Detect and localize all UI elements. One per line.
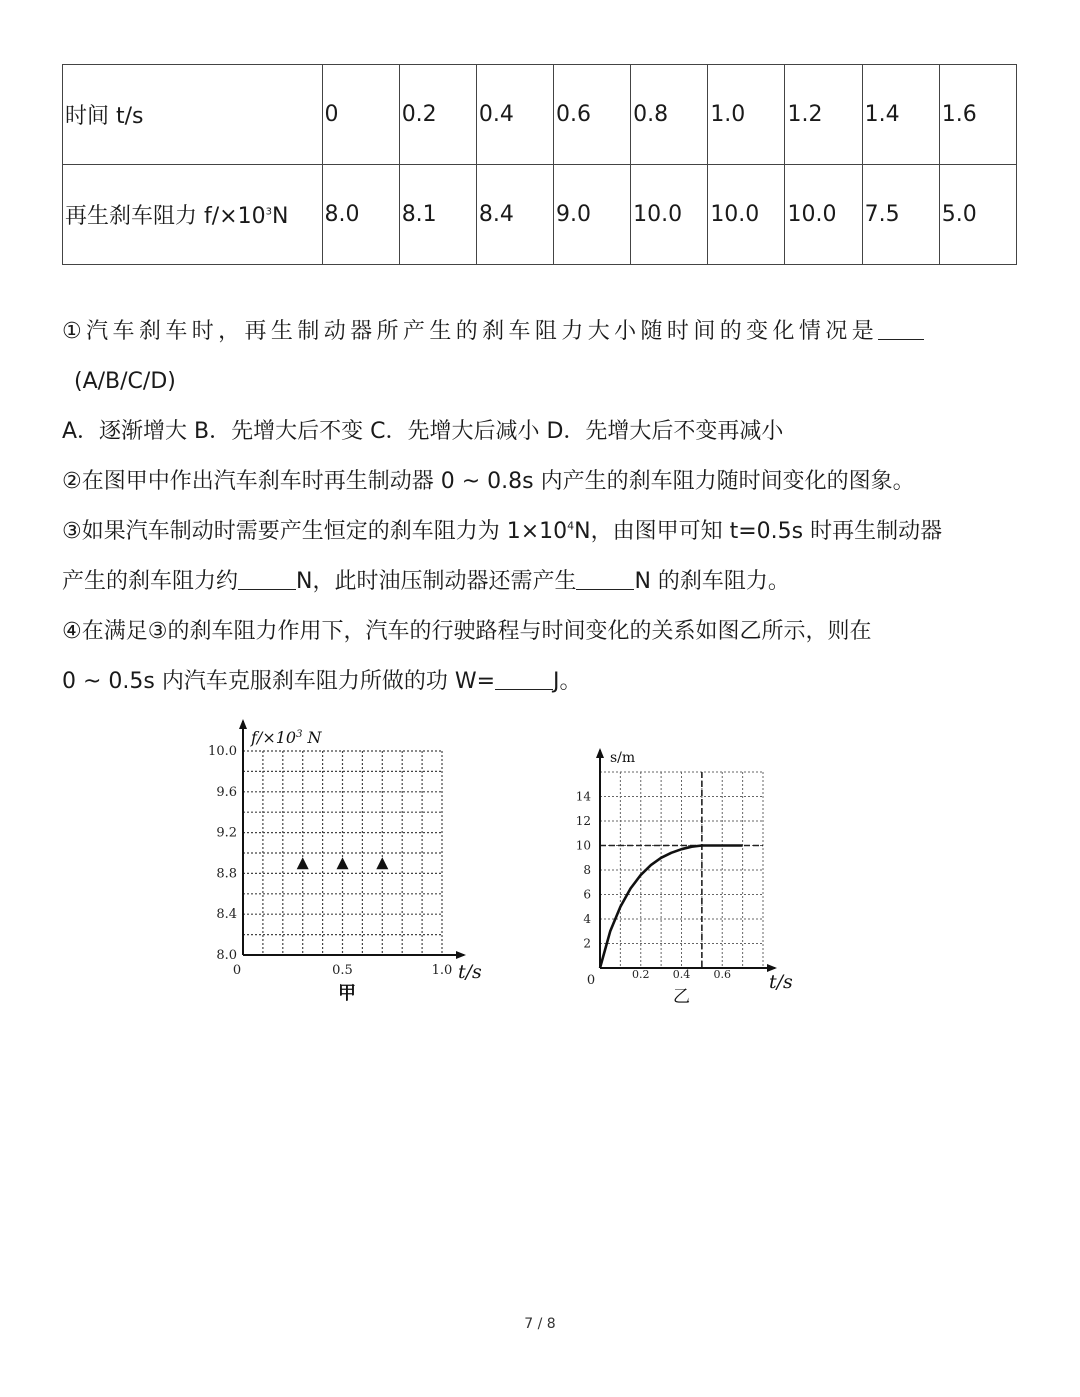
force-label-prefix: 再生刹车阻力 f/×10 bbox=[65, 204, 266, 229]
force-label-suffix: N bbox=[271, 204, 289, 229]
question-1-options: A．逐渐增大 B．先增大后不变 C．先增大后减小 D．先增大后不变再减小 bbox=[62, 419, 784, 444]
question-4-text-b: J。 bbox=[553, 669, 582, 694]
y-tick-label: 8.8 bbox=[216, 866, 237, 882]
y-tick-label: 4 bbox=[583, 912, 591, 926]
time-cell: 1.0 bbox=[708, 65, 785, 165]
force-cell: 7.5 bbox=[862, 165, 939, 265]
question-4-line-2 bbox=[62, 667, 582, 697]
x-tick-label: 0.6 bbox=[713, 968, 731, 981]
chart-caption: 甲 bbox=[338, 983, 356, 1004]
force-cell: 8.4 bbox=[476, 165, 553, 265]
question-4-text-a: 0 ~ 0.5s 内汽车克服刹车阻力所做的功 W= bbox=[62, 669, 496, 694]
y-tick-label: 8.0 bbox=[216, 948, 237, 963]
y-tick-label: 9.2 bbox=[216, 825, 237, 841]
y-axis-arrow bbox=[239, 719, 247, 729]
force-cell: 8.1 bbox=[399, 165, 476, 265]
force-cell: 8.0 bbox=[322, 165, 399, 265]
force-row-label bbox=[63, 165, 323, 265]
answer-blank-4 bbox=[495, 669, 553, 690]
y-tick-label: 8 bbox=[583, 863, 591, 877]
page-number: 7 / 8 bbox=[524, 1316, 556, 1332]
answer-blank-3 bbox=[576, 569, 634, 590]
question-3-text-d: N，此时油压制动器还需产生 bbox=[296, 569, 577, 594]
question-3-text-c: 产生的刹车阻力约 bbox=[62, 569, 239, 594]
x-tick-label: 1.0 bbox=[431, 963, 453, 978]
question-1 bbox=[62, 317, 924, 347]
time-cell: 0 bbox=[322, 65, 399, 165]
y-tick-label: 12 bbox=[575, 814, 591, 828]
force-cell: 10.0 bbox=[785, 165, 862, 265]
question-3-text-b: N，由图甲可知 t=0.5s 时再生制动器 bbox=[574, 519, 943, 544]
distance-time-chart bbox=[570, 730, 800, 1030]
time-cell: 0.8 bbox=[631, 65, 708, 165]
time-cell: 0.6 bbox=[554, 65, 631, 165]
question-3-text-e: N 的刹车阻力。 bbox=[634, 569, 790, 594]
y-tick-label: 10.0 bbox=[208, 744, 237, 759]
time-cell: 1.2 bbox=[785, 65, 862, 165]
force-cell: 10.0 bbox=[631, 165, 708, 265]
y-tick-label: 10 bbox=[575, 838, 591, 853]
time-cell: 1.4 bbox=[862, 65, 939, 165]
force-time-chart bbox=[195, 715, 515, 1015]
triangle-marker bbox=[337, 857, 349, 869]
question-1-text: ①汽车刹车时，再生制动器所产生的刹车阻力大小随时间的变化情况是 bbox=[62, 319, 879, 344]
distance-curve bbox=[600, 846, 743, 969]
y-tick-label: 6 bbox=[583, 887, 591, 902]
question-3-line-1 bbox=[62, 517, 942, 547]
question-4-line-1: ④在满足③的刹车阻力作用下，汽车的行驶路程与时间变化的关系如图乙所示，则在 bbox=[62, 619, 872, 644]
y-axis-label: s/m bbox=[610, 750, 636, 766]
force-label-exp: 3 bbox=[265, 206, 272, 218]
x-tick-label: 0.5 bbox=[332, 963, 353, 978]
y-axis-arrow bbox=[596, 748, 604, 758]
origin-label: 0 bbox=[232, 963, 242, 978]
x-axis-arrow bbox=[456, 951, 466, 959]
y-tick-label: 14 bbox=[575, 789, 591, 804]
question-3-exp: 4 bbox=[567, 519, 575, 533]
x-tick-label: 0.2 bbox=[632, 968, 650, 981]
chart-caption: 乙 bbox=[673, 987, 690, 1007]
y-tick-label: 8.4 bbox=[216, 907, 237, 923]
question-3-line-2 bbox=[62, 567, 790, 597]
x-tick-label: 0.4 bbox=[672, 968, 691, 981]
answer-blank-1 bbox=[878, 319, 924, 340]
time-cell: 1.6 bbox=[939, 65, 1016, 165]
force-cell: 5.0 bbox=[939, 165, 1016, 265]
y-axis-label: $f/\times 10^3$ N bbox=[251, 728, 322, 747]
time-cell: 0.4 bbox=[476, 65, 553, 165]
force-row bbox=[63, 165, 1017, 265]
question-1-hint: (A/B/C/D) bbox=[74, 369, 176, 394]
data-table bbox=[62, 64, 1017, 265]
y-tick-label: 2 bbox=[583, 936, 591, 951]
origin-label: 0 bbox=[586, 973, 596, 988]
time-row bbox=[63, 65, 1017, 165]
force-cell: 10.0 bbox=[708, 165, 785, 265]
answer-blank-2 bbox=[238, 569, 296, 590]
question-3-text-a: ③如果汽车制动时需要产生恒定的刹车阻力为 1×10 bbox=[62, 519, 568, 544]
question-2: ②在图甲中作出汽车刹车时再生制动器 0 ~ 0.8s 内产生的刹车阻力随时间变化的图象。 bbox=[62, 469, 915, 494]
y-tick-label: 9.6 bbox=[216, 784, 237, 800]
x-axis-label: t/s bbox=[769, 971, 793, 993]
triangle-marker bbox=[297, 857, 309, 869]
time-cell: 0.2 bbox=[399, 65, 476, 165]
x-axis-label: t/s bbox=[458, 961, 482, 983]
time-row-label: 时间 t/s bbox=[63, 65, 323, 165]
force-cell: 9.0 bbox=[554, 165, 631, 265]
triangle-marker bbox=[376, 857, 388, 869]
